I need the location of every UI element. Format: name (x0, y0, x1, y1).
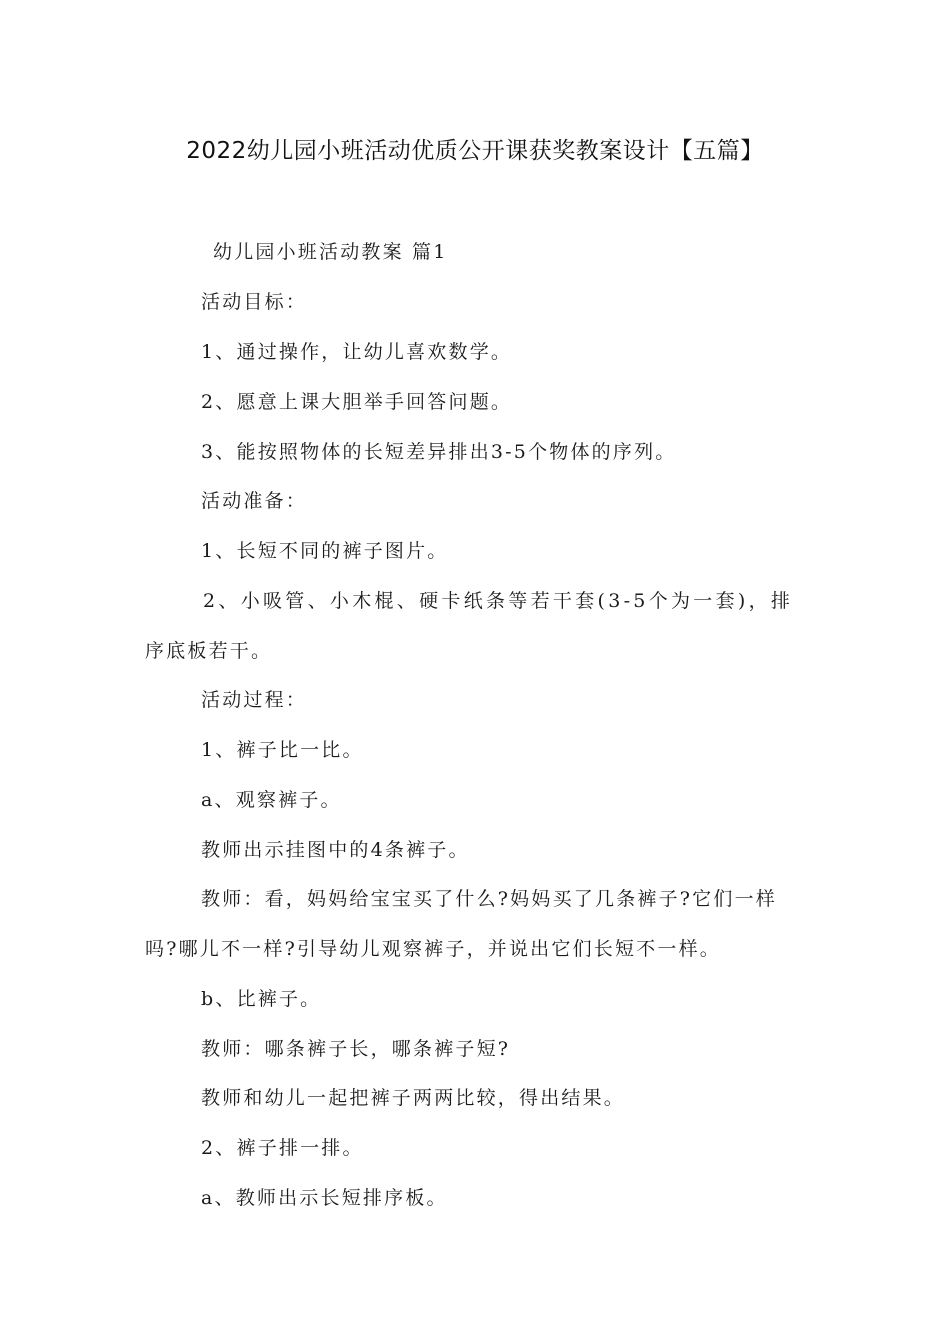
paragraph-line: 教师：看，妈妈给宝宝买了什么?妈妈买了几条裤子?它们一样 (201, 888, 777, 910)
paragraph-line: a、教师出示长短排序板。 (201, 1187, 448, 1209)
paragraph-line: a、观察裤子。 (201, 789, 342, 811)
paragraph-line: b、比裤子。 (201, 988, 322, 1010)
paragraph-line: 2、小吸管、小木棍、硬卡纸条等若干套(3-5个为一套)，排 (203, 590, 794, 612)
paragraph-line: 1、裤子比一比。 (201, 739, 364, 761)
paragraph-line: 活动目标： (201, 291, 308, 313)
paragraph-line: 活动过程： (201, 689, 308, 711)
paragraph-line: 教师：哪条裤子长，哪条裤子短? (201, 1038, 511, 1060)
document-title: 2022幼儿园小班活动优质公开课获奖教案设计【五篇】 (186, 138, 764, 164)
paragraph-line: 2、裤子排一排。 (201, 1137, 364, 1159)
paragraph-line: 教师出示挂图中的4条裤子。 (201, 839, 470, 861)
paragraph-line: 吗?哪儿不一样?引导幼儿观察裤子，并说出它们长短不一样。 (145, 938, 721, 960)
paragraph-line: 教师和幼儿一起把裤子两两比较，得出结果。 (201, 1087, 626, 1109)
paragraph-line: 序底板若干。 (145, 640, 273, 662)
paragraph-line: 1、通过操作，让幼儿喜欢数学。 (201, 341, 513, 363)
paragraph-line: 3、能按照物体的长短差异排出3-5个物体的序列。 (201, 441, 677, 463)
section-heading: 幼儿园小班活动教案 篇1 (213, 241, 448, 263)
paragraph-line: 活动准备： (201, 490, 308, 512)
paragraph-line: 1、长短不同的裤子图片。 (201, 540, 449, 562)
paragraph-line: 2、愿意上课大胆举手回答问题。 (201, 391, 513, 413)
